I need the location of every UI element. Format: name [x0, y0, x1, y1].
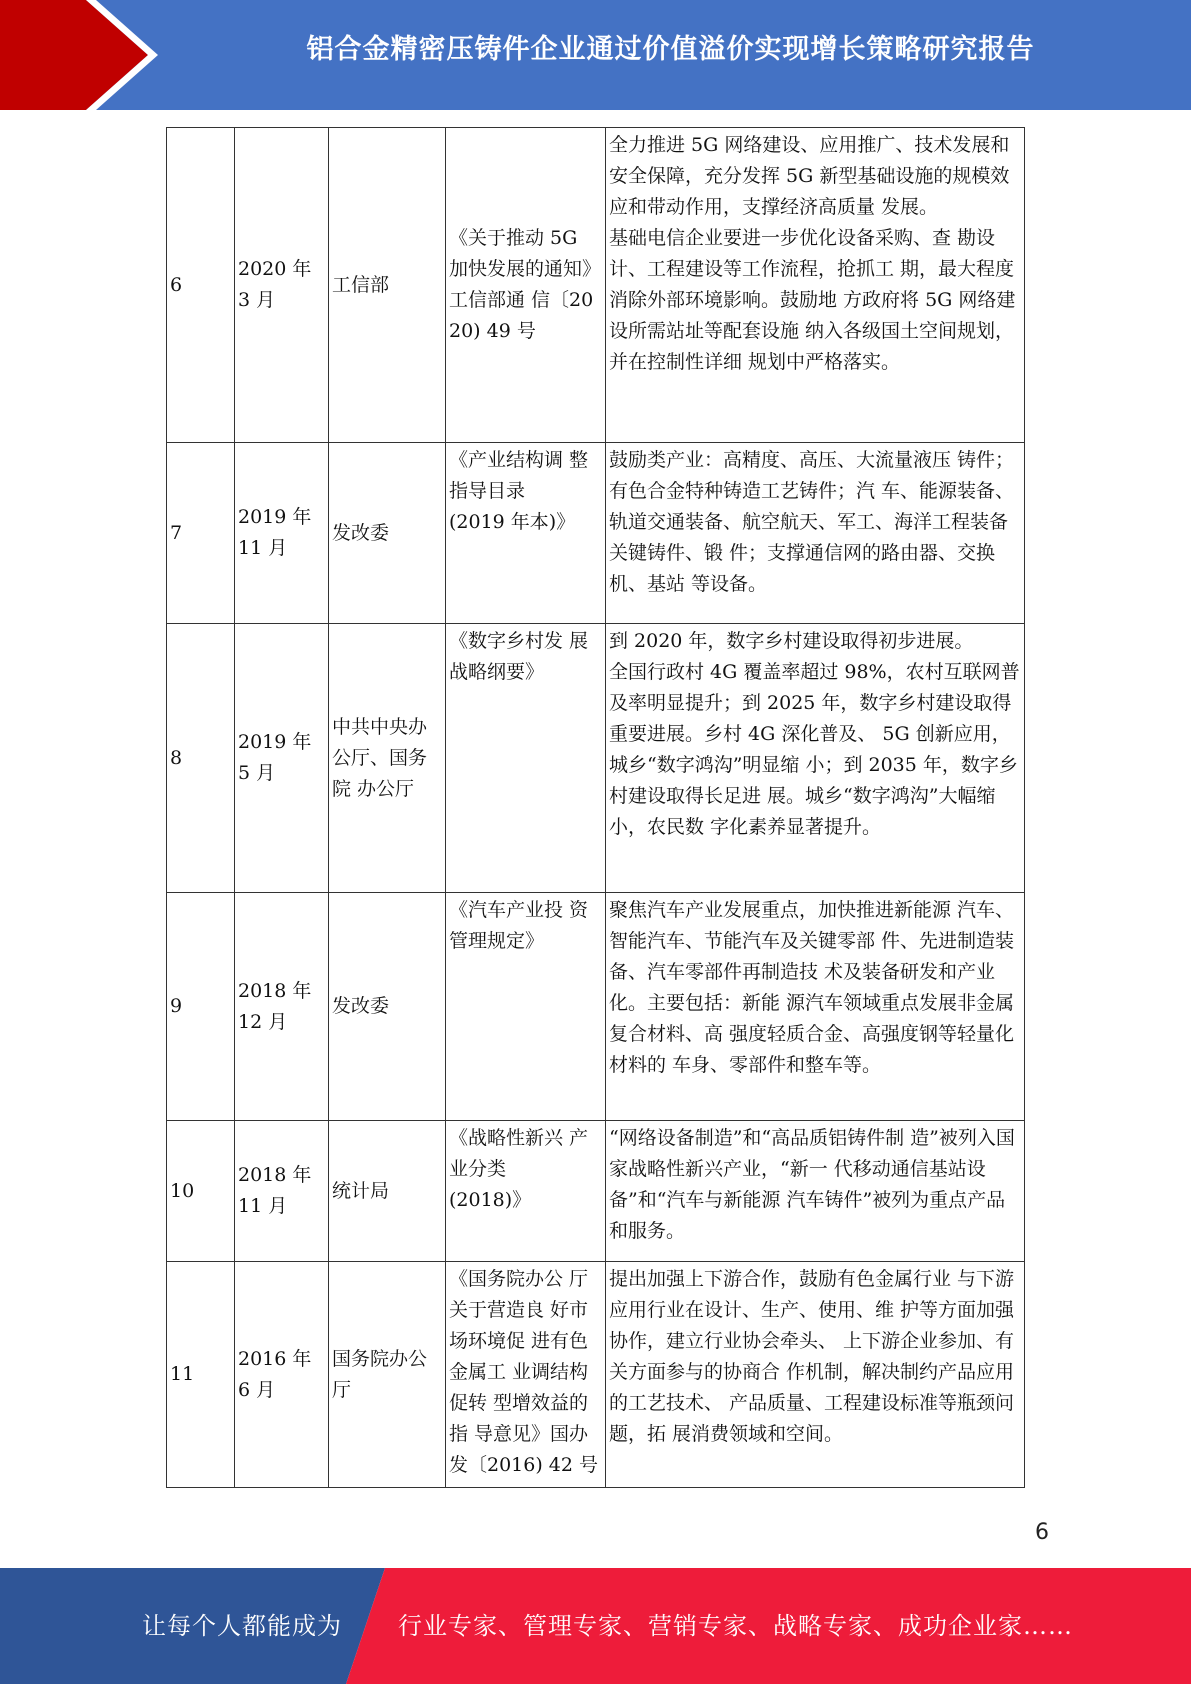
cell-number: 7: [167, 443, 235, 624]
policy-table: [166, 127, 1025, 1488]
cell-content: 提出加强上下游合作，鼓励有色金属行业 与下游应用行业在设计、生产、使用、维 护等方面加强协作，建立行业协会牵头、 上下游企业参加、有关方面参与的协商合 作机制，解决制约产品应用的工艺技术、 产品质量、工程建设标准等瓶颈问题，拓 展消费领域和空间。: [606, 1262, 1025, 1488]
page-number: 6: [1035, 1520, 1049, 1545]
cell-document: 《数字乡村发 展战略纲要》: [446, 624, 606, 893]
cell-number: 10: [167, 1121, 235, 1262]
table-row: [167, 893, 1025, 1121]
cell-number: 11: [167, 1262, 235, 1488]
cell-date: 2019 年 5 月: [235, 624, 329, 893]
cell-date: 2016 年 6 月: [235, 1262, 329, 1488]
page-header: [0, 0, 1191, 110]
table-row: [167, 1262, 1025, 1488]
cell-content: 全力推进 5G 网络建设、应用推广、技术发展和安全保障，充分发挥 5G 新型基础设施的规模效应和带动作用，支撑经济高质量 发展。 基础电信企业要进一步优化设备采购、查 勘设计、工程建设等工作流程，抢抓工 期，最大程度消除外部环境影响。鼓励地 方政府将 5G 网络建设所需站址等配套设施 纳入各级国土空间规划，并在控制性详细 规划中严格落实。: [606, 128, 1025, 443]
cell-content: 鼓励类产业：高精度、高压、大流量液压 铸件；有色合金特种铸造工艺铸件；汽 车、能源装备、轨道交通装备、航空航天、军工、海洋工程装备关键铸件、锻 件；支撑通信网的路由器、交换机、基站 等设备。: [606, 443, 1025, 624]
cell-date: 2018 年 11 月: [235, 1121, 329, 1262]
cell-content: 到 2020 年，数字乡村建设取得初步进展。 全国行政村 4G 覆盖率超过 98%，农村互联网普及率明显提升；到 2025 年，数字乡村建设取得重要进展。乡村 4G 深化普及、 5G 创新应用，城乡“数字鸿沟”明显缩 小；到 2035 年，数字乡村建设取得长足进 展。城乡“数字鸿沟”大幅缩小，农民数 字化素养显著提升。: [606, 624, 1025, 893]
cell-content: 聚焦汽车产业发展重点，加快推进新能源 汽车、智能汽车、节能汽车及关键零部 件、先进制造装备、汽车零部件再制造技 术及装备研发和产业化。主要包括：新能 源汽车领域重点发展非金属复合材料、高 强度轻质合金、高强度钢等轻量化材料的 车身、零部件和整车等。: [606, 893, 1025, 1121]
cell-department: 发改委: [329, 893, 446, 1121]
table-row: [167, 624, 1025, 893]
table-row: [167, 443, 1025, 624]
cell-date: 2020 年 3 月: [235, 128, 329, 443]
cell-document: 《战略性新兴 产业分类 (2018)》: [446, 1121, 606, 1262]
cell-department: 发改委: [329, 443, 446, 624]
cell-document: 《关于推动 5G 加快发展的通知》工信部通 信〔2020) 49 号: [446, 128, 606, 443]
footer-slogan-left: 让每个人都能成为: [142, 1612, 342, 1640]
cell-number: 8: [167, 624, 235, 893]
cell-department: 中共中央办公厅、国务院 办公厅: [329, 624, 446, 893]
footer-slogan-right: 行业专家、管理专家、营销专家、战略专家、成功企业家……: [398, 1612, 1073, 1640]
cell-document: 《国务院办公 厅关于营造良 好市场环境促 进有色金属工 业调结构促转 型增效益的指 导意见》国办发〔2016) 42 号: [446, 1262, 606, 1488]
cell-number: 6: [167, 128, 235, 443]
cell-department: 国务院办公厅: [329, 1262, 446, 1488]
cell-department: 统计局: [329, 1121, 446, 1262]
cell-date: 2019 年 11 月: [235, 443, 329, 624]
cell-number: 9: [167, 893, 235, 1121]
page-footer: [0, 1568, 1191, 1684]
report-title: 铝合金精密压铸件企业通过价值溢价实现增长策略研究报告: [306, 34, 1035, 65]
table-row: [167, 128, 1025, 443]
cell-document: 《汽车产业投 资管理规定》: [446, 893, 606, 1121]
cell-content: “网络设备制造”和“高品质铝铸件制 造”被列入国家战略性新兴产业，“新一 代移动通信基站设备”和“汽车与新能源 汽车铸件”被列为重点产品和服务。: [606, 1121, 1025, 1262]
table-row: [167, 1121, 1025, 1262]
cell-date: 2018 年 12 月: [235, 893, 329, 1121]
cell-document: 《产业结构调 整指导目录 (2019 年本)》: [446, 443, 606, 624]
cell-department: 工信部: [329, 128, 446, 443]
